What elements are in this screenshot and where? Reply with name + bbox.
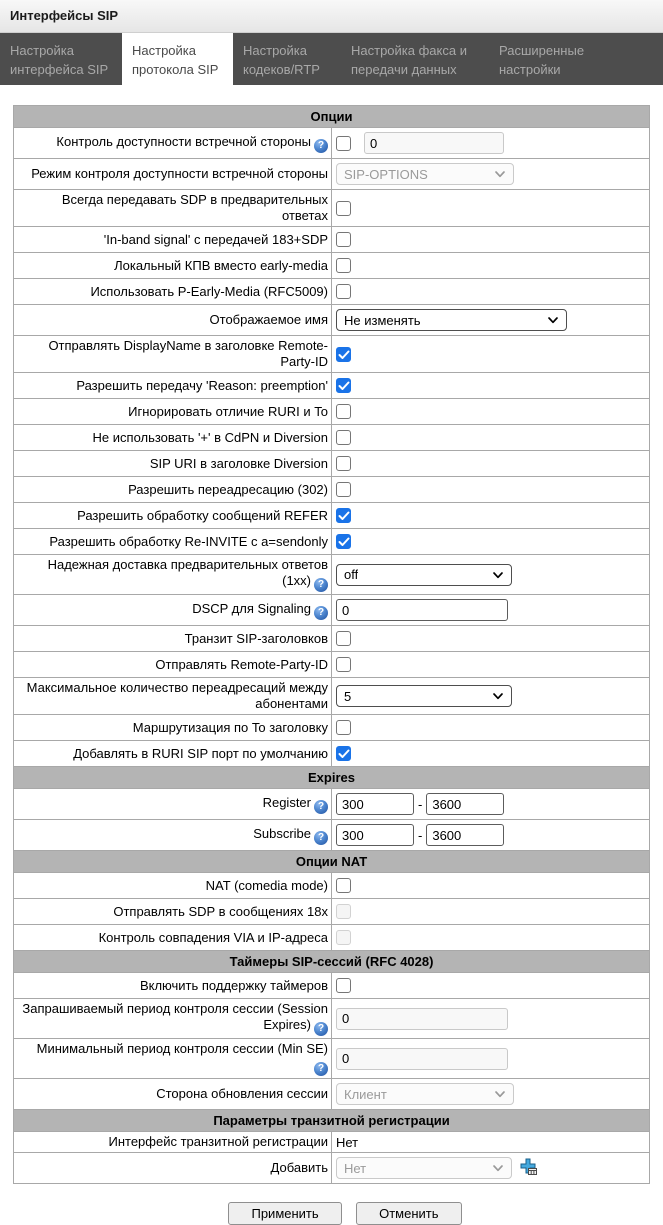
form-row <box>14 652 650 678</box>
form-row <box>14 925 650 951</box>
row-control-cell <box>332 451 650 477</box>
row-label: Не использовать '+' в CdPN и Diversion <box>92 429 328 445</box>
row-label: Минимальный период контроля сессии (Min SE) <box>36 1041 328 1056</box>
form-row <box>14 1132 650 1153</box>
row-label: SIP URI в заголовке Diversion <box>149 455 328 471</box>
checkbox[interactable] <box>336 456 351 471</box>
static-value: Нет <box>336 1134 359 1150</box>
row-label: Маршрутизация по To заголовку <box>132 719 328 735</box>
select-value: Клиент <box>344 1086 387 1102</box>
form-row <box>14 595 650 626</box>
row-label-cell <box>14 336 332 373</box>
select <box>336 1157 512 1179</box>
row-control-cell <box>332 999 650 1039</box>
row-label: Включить поддержку таймеров <box>139 977 328 993</box>
add-record-icon[interactable] <box>520 1158 537 1178</box>
row-label-cell <box>14 626 332 652</box>
row-label-cell <box>14 425 332 451</box>
form-row <box>14 555 650 595</box>
row-label-cell <box>14 128 332 159</box>
select-value: 5 <box>344 688 352 704</box>
row-control-cell <box>332 925 650 951</box>
row-control-cell <box>332 477 650 503</box>
row-control-cell <box>332 678 650 715</box>
sip-protocol-form <box>13 105 663 1184</box>
form-row <box>14 336 650 373</box>
row-control-cell <box>332 399 650 425</box>
row-control-cell <box>332 555 650 595</box>
form-row <box>14 715 650 741</box>
checkbox[interactable] <box>336 378 351 393</box>
checkbox[interactable] <box>336 232 351 247</box>
cancel-button[interactable]: Отменить <box>356 1202 461 1225</box>
text-input[interactable] <box>426 824 504 846</box>
row-label-cell <box>14 789 332 820</box>
form-row <box>14 425 650 451</box>
form-row <box>14 227 650 253</box>
row-label: Контроль совпадения VIA и IP-адреса <box>98 929 328 945</box>
form-row <box>14 373 650 399</box>
row-label: Игнорировать отличие RURI и To <box>128 403 328 419</box>
chevron-down-icon <box>492 690 504 702</box>
row-control-cell <box>332 253 650 279</box>
section-header: Параметры транзитной регистрации <box>14 1110 650 1132</box>
form-row <box>14 279 650 305</box>
tab-2-active[interactable]: Настройка протокола SIP <box>122 33 233 85</box>
row-control-cell <box>332 373 650 399</box>
row-label: Добавить <box>270 1160 328 1175</box>
row-control-cell <box>332 1079 650 1110</box>
section-header-row <box>14 1110 650 1132</box>
row-label-cell <box>14 1153 332 1184</box>
check-icon <box>338 537 350 547</box>
select-value: Нет <box>344 1160 367 1176</box>
checkbox <box>336 930 351 945</box>
row-label: Разрешить передачу 'Reason: preemption' <box>76 377 328 393</box>
form-row <box>14 899 650 925</box>
checkbox[interactable] <box>336 978 351 993</box>
row-control-cell <box>332 899 650 925</box>
row-control-cell <box>332 873 650 899</box>
row-label-cell <box>14 503 332 529</box>
checkbox[interactable] <box>336 534 351 549</box>
row-label-cell <box>14 873 332 899</box>
row-label-cell <box>14 279 332 305</box>
row-label-cell <box>14 190 332 227</box>
check-icon <box>338 381 350 391</box>
check-icon <box>338 350 350 360</box>
row-label: Отправлять DisplayName в заголовке Remote-Party-ID <box>48 338 328 369</box>
row-label-cell <box>14 652 332 678</box>
checkbox[interactable] <box>336 746 351 761</box>
checkbox[interactable] <box>336 284 351 299</box>
text-input <box>336 1008 508 1030</box>
row-label-cell <box>14 1079 332 1110</box>
row-label-cell <box>14 678 332 715</box>
form-row <box>14 789 650 820</box>
row-label-cell <box>14 925 332 951</box>
row-control-cell <box>332 652 650 678</box>
checkbox[interactable] <box>336 878 351 893</box>
chevron-down-icon <box>494 168 506 180</box>
form-row <box>14 477 650 503</box>
form-row <box>14 1039 650 1079</box>
form-actions <box>20 1202 663 1225</box>
row-label-cell <box>14 399 332 425</box>
row-control-cell <box>332 789 650 820</box>
checkbox[interactable] <box>336 430 351 445</box>
select[interactable] <box>336 685 512 707</box>
form-row <box>14 741 650 767</box>
row-label-cell <box>14 741 332 767</box>
section-header: Опции NAT <box>14 851 650 873</box>
chevron-down-icon <box>492 569 504 581</box>
row-control-cell <box>332 159 650 190</box>
row-control-cell <box>332 1153 650 1184</box>
section-header: Опции <box>14 106 650 128</box>
row-label-cell <box>14 477 332 503</box>
row-label-cell <box>14 715 332 741</box>
tab-bar <box>0 33 663 85</box>
checkbox[interactable] <box>336 404 351 419</box>
row-label: Subscribe <box>253 825 311 841</box>
select-value: Не изменять <box>344 312 421 328</box>
form-row <box>14 128 650 159</box>
row-label-cell <box>14 820 332 851</box>
help-icon[interactable]: ? <box>314 800 328 814</box>
row-label-cell <box>14 1039 332 1079</box>
row-label: NAT (comedia mode) <box>205 877 328 893</box>
form-row <box>14 253 650 279</box>
row-control-cell <box>332 715 650 741</box>
help-icon[interactable]: ? <box>314 1062 328 1076</box>
help-icon[interactable]: ? <box>314 1022 328 1036</box>
row-label: Register <box>262 794 311 810</box>
row-label-cell <box>14 159 332 190</box>
text-input[interactable] <box>426 793 504 815</box>
row-control-cell <box>332 425 650 451</box>
row-label-cell <box>14 595 332 626</box>
row-label-cell <box>14 899 332 925</box>
row-label: Отправлять Remote-Party-ID <box>155 656 328 672</box>
row-label: Запрашиваемый период контроля сессии (Session Expires) <box>22 1001 328 1032</box>
check-icon <box>338 749 350 759</box>
help-icon[interactable]: ? <box>314 831 328 845</box>
form-row <box>14 678 650 715</box>
form-row <box>14 159 650 190</box>
row-label: Разрешить обработку сообщений REFER <box>77 507 328 523</box>
row-label: 'In-band signal' с передачей 183+SDP <box>103 231 328 247</box>
checkbox[interactable] <box>336 631 351 646</box>
row-label: Режим контроля доступности встречной стороны <box>31 166 328 181</box>
section-header-row <box>14 851 650 873</box>
check-icon <box>338 511 350 521</box>
tab-1[interactable]: Настройка интерфейса SIP <box>10 43 109 77</box>
select[interactable] <box>336 309 567 331</box>
form-row <box>14 190 650 227</box>
apply-button[interactable]: Применить <box>228 1202 341 1225</box>
row-label-cell <box>14 253 332 279</box>
text-input[interactable] <box>336 599 508 621</box>
row-control-cell <box>332 973 650 999</box>
row-label: Транзит SIP-заголовков <box>184 630 328 646</box>
row-label-cell <box>14 1132 332 1153</box>
row-control-cell <box>332 1132 650 1153</box>
row-label: Локальный КПВ вместо early-media <box>114 257 328 273</box>
row-label: Надежная доставка предварительных ответов (1xx) <box>47 557 328 588</box>
text-input <box>364 132 504 154</box>
row-label-cell <box>14 451 332 477</box>
checkbox[interactable] <box>336 136 351 151</box>
row-control-cell <box>332 190 650 227</box>
row-control-cell <box>332 305 650 336</box>
row-label-cell <box>14 529 332 555</box>
row-control-cell <box>332 820 650 851</box>
row-control-cell <box>332 128 650 159</box>
form-row <box>14 999 650 1039</box>
checkbox[interactable] <box>336 347 351 362</box>
form-row <box>14 503 650 529</box>
checkbox[interactable] <box>336 482 351 497</box>
select <box>336 163 514 185</box>
form-row <box>14 820 650 851</box>
row-control-cell <box>332 595 650 626</box>
row-label: Использовать P-Early-Media (RFC5009) <box>90 283 328 299</box>
checkbox[interactable] <box>336 201 351 216</box>
row-control-cell <box>332 503 650 529</box>
chevron-down-icon <box>492 1162 504 1174</box>
row-label-cell <box>14 305 332 336</box>
row-label-cell <box>14 973 332 999</box>
row-label-cell <box>14 999 332 1039</box>
section-header-row <box>14 951 650 973</box>
text-input[interactable] <box>336 824 414 846</box>
row-label: Всегда передавать SDP в предварительных ответах <box>61 192 328 223</box>
help-icon[interactable]: ? <box>314 606 328 620</box>
row-label: Разрешить переадресацию (302) <box>128 481 328 497</box>
row-label: Контроль доступности встречной стороны <box>56 133 311 149</box>
select <box>336 1083 514 1105</box>
tab-4[interactable]: Настройка факса и передачи данных <box>351 43 467 77</box>
tab-3[interactable]: Настройка кодеков/RTP <box>243 43 320 77</box>
section-header-row <box>14 767 650 789</box>
select[interactable] <box>336 564 512 586</box>
form-row <box>14 873 650 899</box>
form-row <box>14 529 650 555</box>
form-row <box>14 451 650 477</box>
row-label: Добавлять в RURI SIP порт по умолчанию <box>73 745 328 761</box>
checkbox[interactable] <box>336 657 351 672</box>
chevron-down-icon <box>547 314 559 326</box>
checkbox <box>336 904 351 919</box>
row-label-cell <box>14 555 332 595</box>
help-icon[interactable]: ? <box>314 139 328 153</box>
form-row <box>14 305 650 336</box>
row-control-cell <box>332 741 650 767</box>
row-label-cell <box>14 227 332 253</box>
row-control-cell <box>332 529 650 555</box>
form-row <box>14 1079 650 1110</box>
text-input <box>336 1048 508 1070</box>
form-row <box>14 399 650 425</box>
row-control-cell <box>332 279 650 305</box>
tab-5[interactable]: Расширенные настройки <box>499 43 585 77</box>
checkbox[interactable] <box>336 720 351 735</box>
form-row <box>14 626 650 652</box>
settings-table <box>13 105 650 1184</box>
row-label: Отправлять SDP в сообщениях 18x <box>113 903 328 919</box>
help-icon[interactable]: ? <box>314 578 328 592</box>
row-label-cell <box>14 373 332 399</box>
form-row <box>14 973 650 999</box>
row-label: Интерфейс транзитной регистрации <box>108 1134 328 1149</box>
row-control-cell <box>332 227 650 253</box>
section-header: Таймеры SIP-сессий (RFC 4028) <box>14 951 650 973</box>
range-dash: - <box>418 796 423 812</box>
section-header-row <box>14 106 650 128</box>
form-row <box>14 1153 650 1184</box>
checkbox[interactable] <box>336 508 351 523</box>
checkbox[interactable] <box>336 258 351 273</box>
select-value: SIP-OPTIONS <box>344 166 428 182</box>
row-label: Максимальное количество переадресаций между абонентами <box>26 680 328 711</box>
row-label: Сторона обновления сессии <box>156 1086 328 1101</box>
section-header: Expires <box>14 767 650 789</box>
row-control-cell <box>332 1039 650 1079</box>
range-dash: - <box>418 827 423 843</box>
row-control-cell <box>332 626 650 652</box>
row-control-cell <box>332 336 650 373</box>
row-label: DSCP для Signaling <box>192 600 311 616</box>
row-label: Отображаемое имя <box>209 312 328 327</box>
text-input[interactable] <box>336 793 414 815</box>
select-value: off <box>344 567 359 582</box>
row-label: Разрешить обработку Re-INVITE с a=sendonly <box>49 533 328 549</box>
page-title: Интерфейсы SIP <box>0 0 663 33</box>
chevron-down-icon <box>494 1088 506 1100</box>
